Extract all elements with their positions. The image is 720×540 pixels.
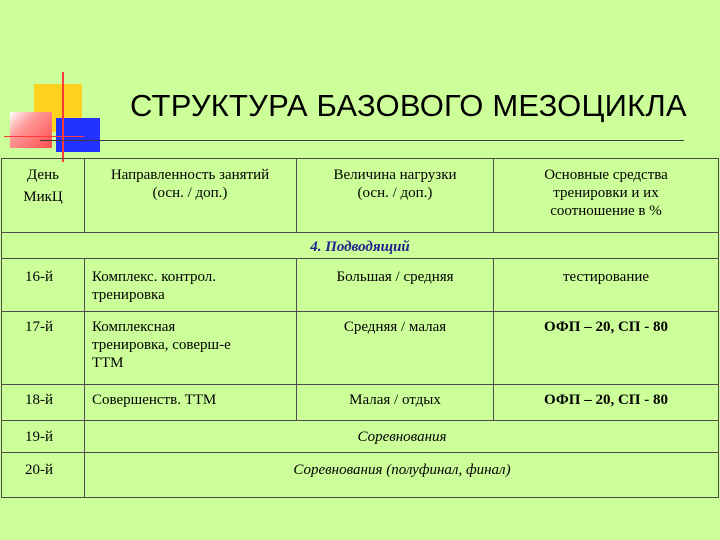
- col-divider: [84, 158, 85, 232]
- row-divider: [1, 452, 719, 453]
- col-divider: [493, 158, 494, 232]
- table-border-right: [718, 158, 719, 498]
- row-divider: [1, 420, 719, 421]
- load-cell: Малая / отдых: [349, 392, 441, 408]
- focus-cell: [92, 268, 292, 304]
- header-load-line: Величина нагрузки: [333, 167, 457, 183]
- load-cell: Средняя / малая: [343, 319, 447, 335]
- header-means-line: тренировки и их: [553, 185, 659, 201]
- header-load-line: (осн. / доп.): [357, 185, 433, 201]
- row-divider: [1, 258, 719, 259]
- means-cell: ОФП – 20, СП - 80: [544, 392, 668, 408]
- header-focus-line: Направленность занятий: [110, 167, 270, 183]
- section-title: 4. Подводящий: [310, 239, 410, 255]
- logo-red-vertical-line: [62, 72, 64, 162]
- header-day-cell: [3, 166, 83, 206]
- header-focus-cell: [87, 166, 293, 202]
- day-cell: 19-й: [25, 429, 54, 445]
- focus-line: Комплексная: [92, 319, 176, 335]
- row-divider: [1, 232, 719, 233]
- merged-cell: Соревнования (полуфинал, финал): [293, 462, 511, 478]
- focus-line: ТТМ: [92, 355, 124, 371]
- header-means-line: Основные средства: [544, 167, 668, 183]
- table-border-left: [1, 158, 2, 498]
- logo-red-horizontal-line: [4, 136, 84, 137]
- header-day-line: День: [27, 167, 59, 183]
- page-title: СТРУКТУРА БАЗОВОГО МЕЗОЦИКЛА: [130, 88, 687, 123]
- col-divider: [296, 258, 297, 420]
- focus-line: Совершенств. ТТМ: [92, 392, 217, 408]
- day-cell: 20-й: [25, 462, 54, 478]
- focus-line: тренировка: [92, 287, 165, 303]
- means-cell: ОФП – 20, СП - 80: [544, 319, 668, 335]
- header-load-cell: [299, 166, 491, 202]
- header-day-line: МикЦ: [23, 189, 63, 205]
- focus-line: тренировка, соверш-е: [92, 337, 231, 353]
- title-underline: [40, 140, 684, 141]
- col-divider: [296, 158, 297, 232]
- focus-cell: [92, 391, 292, 409]
- header-means-line: соотношение в %: [550, 203, 662, 219]
- day-cell: 17-й: [25, 319, 54, 335]
- header-means-cell: [496, 166, 716, 220]
- row-divider: [1, 384, 719, 385]
- logo-red-square: [10, 112, 52, 148]
- load-cell: Большая / средняя: [336, 269, 454, 285]
- mesocycle-table: [1, 158, 719, 498]
- col-divider: [493, 258, 494, 420]
- table-border-bottom: [1, 497, 719, 498]
- means-cell: тестирование: [562, 269, 650, 285]
- header-focus-line: (осн. / доп.): [152, 185, 228, 201]
- day-cell: 16-й: [25, 269, 54, 285]
- table-border-top: [1, 158, 719, 159]
- focus-line: Комплекс. контрол.: [92, 269, 217, 285]
- merged-cell: Соревнования: [357, 429, 447, 445]
- focus-cell: [92, 318, 292, 372]
- day-cell: 18-й: [25, 392, 54, 408]
- row-divider: [1, 311, 719, 312]
